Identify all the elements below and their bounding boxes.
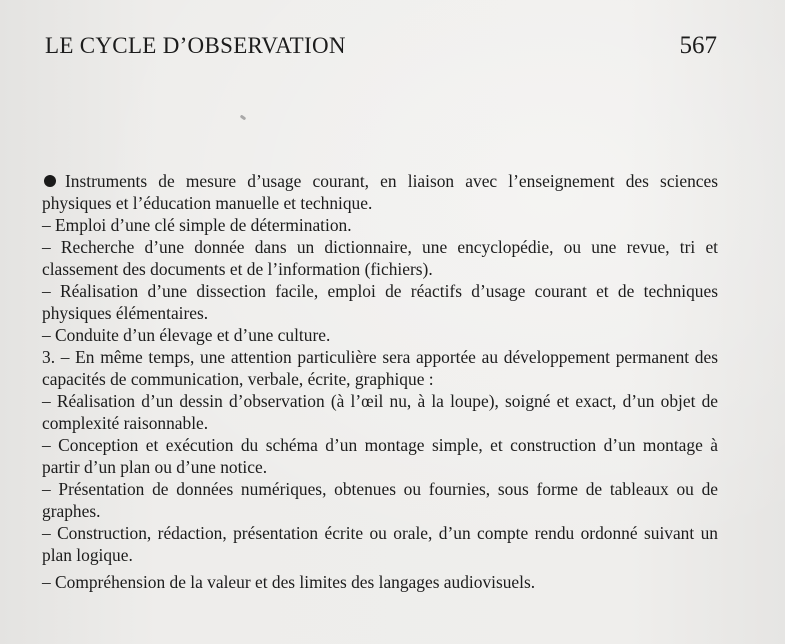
paragraph-recherche: – Recherche d’une donnée dans un dictionnaire, une encyclopédie, ou une revue, tri et classement des documents et de l’information (fichiers).	[42, 237, 718, 279]
running-title: LE CYCLE D’OBSERVATION	[45, 33, 346, 58]
paragraph-cle: – Emploi d’une clé simple de détermination.	[42, 215, 352, 235]
print-speck	[240, 115, 247, 121]
paragraph-dessin: – Réalisation d’un dessin d’observation (à l’œil nu, à la loupe), soigné et exact, d’un objet de complexité raisonnable.	[42, 391, 718, 433]
bullet-icon	[44, 175, 56, 187]
body-text	[42, 170, 718, 593]
paragraph-schema: – Conception et exécution du schéma d’un montage simple, et construction d’un montage à partir d’un plan ou d’une notice.	[42, 435, 718, 477]
page-number: 567	[679, 32, 717, 59]
page-header	[45, 32, 717, 66]
paragraph-elevage: – Conduite d’un élevage et d’une culture.	[42, 325, 331, 345]
paragraph-section-3: 3. – En même temps, une attention particulière sera apportée au développement permanent des capacités de communication, verbale, écrite, graphique :	[42, 347, 718, 389]
paragraph-audiovisuels: – Compréhension de la valeur et des limites des langages audiovisuels.	[42, 572, 536, 592]
paragraph-dissection: – Réalisation d’une dissection facile, emploi de réactifs d’usage courant et de techniques physiques élémentaires.	[42, 281, 718, 323]
paragraph-instruments	[42, 170, 718, 214]
paragraph-text: Instruments de mesure d’usage courant, en liaison avec l’enseignement des sciences physiques et l’éducation manuelle et technique.	[42, 171, 718, 213]
paragraph-compte-rendu: – Construction, rédaction, présentation écrite ou orale, d’un compte rendu ordonné suivant un plan logique.	[42, 523, 718, 565]
paragraph-donnees: – Présentation de données numériques, obtenues ou fournies, sous forme de tableaux ou de graphes.	[42, 479, 718, 521]
